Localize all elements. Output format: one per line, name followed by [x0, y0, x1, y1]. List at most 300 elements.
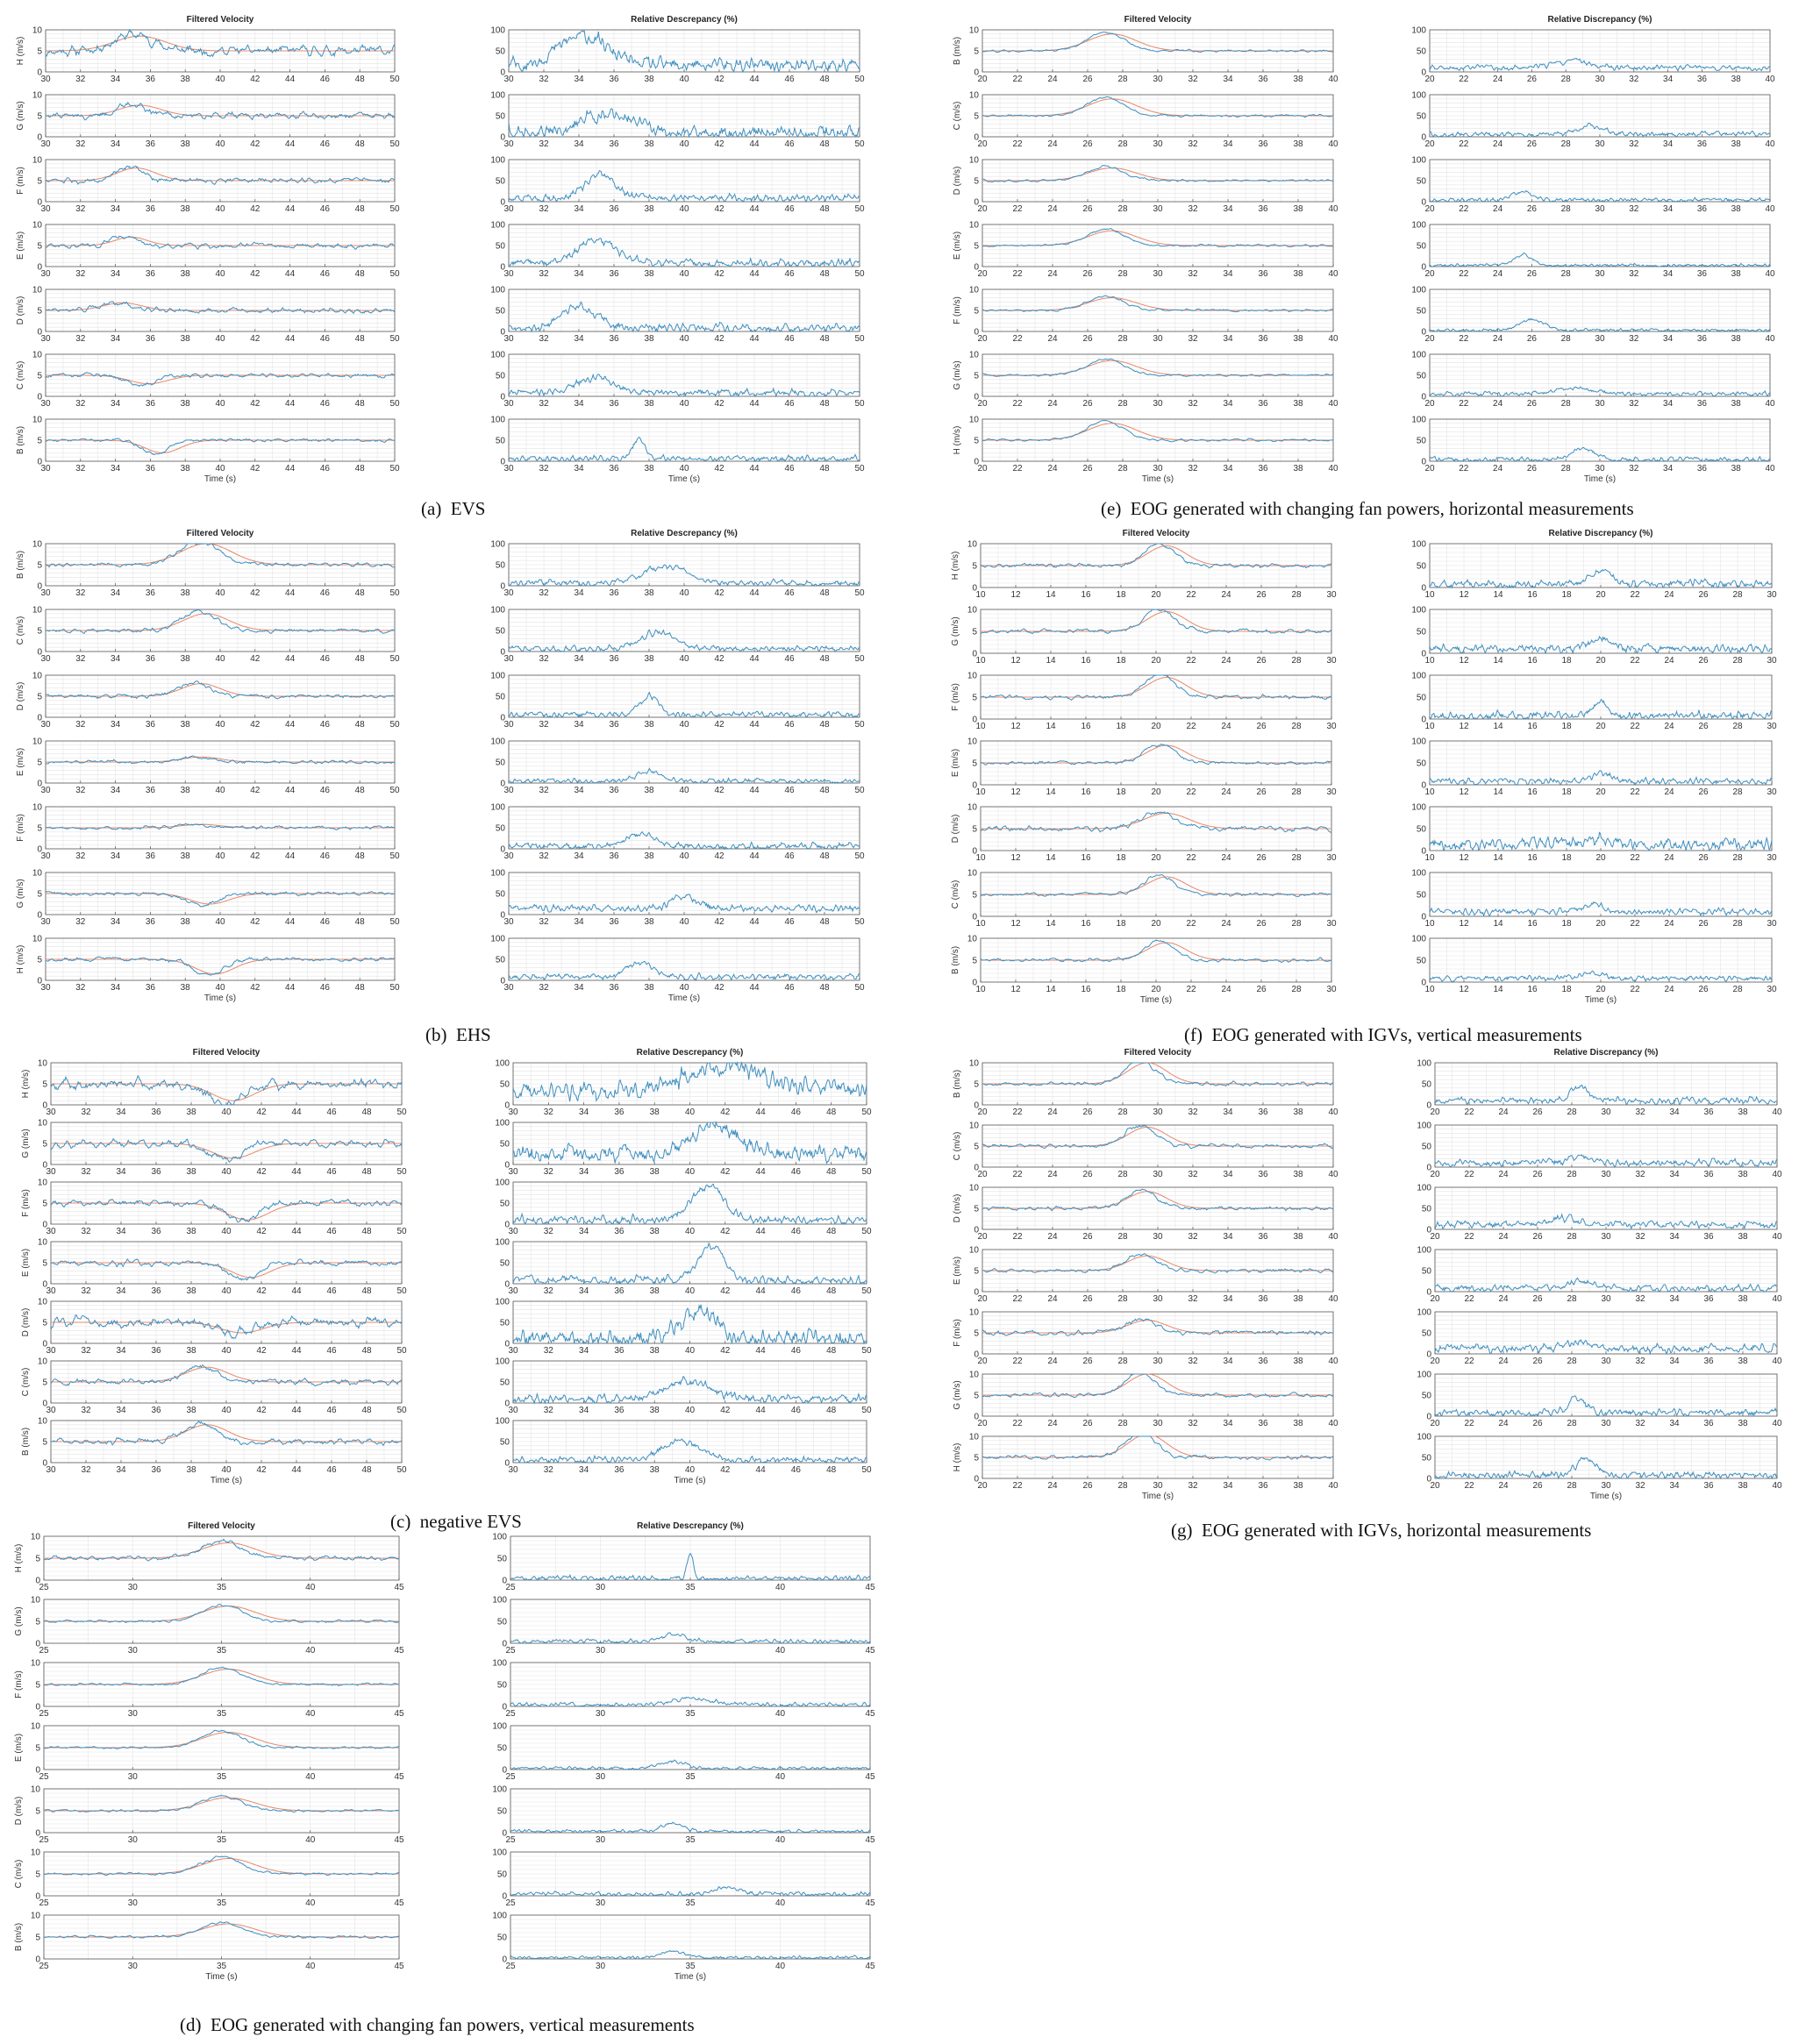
y-tick-label: 5 [37, 177, 42, 187]
x-tick-label: 44 [291, 1286, 302, 1296]
x-tick-label: 25 [39, 1898, 49, 1908]
x-axis-label: Time (s) [668, 474, 700, 484]
x-tick-label: 40 [679, 139, 689, 149]
x-tick-label: 18 [1116, 590, 1126, 600]
x-tick-label: 42 [714, 786, 724, 795]
x-tick-label: 32 [539, 654, 549, 664]
x-tick-label: 32 [75, 983, 86, 993]
y-tick-label: 10 [32, 672, 43, 681]
y-tick-label: 100 [492, 1659, 507, 1669]
x-tick-label: 25 [505, 1898, 516, 1908]
y-tick-label: 10 [31, 1659, 41, 1669]
x-tick-label: 32 [1629, 269, 1639, 279]
x-tick-label: 36 [151, 1406, 161, 1415]
x-tick-label: 38 [1731, 399, 1742, 409]
velocity-axes-C [16, 351, 400, 410]
x-tick-label: 38 [186, 1107, 196, 1117]
x-tick-label: 42 [714, 399, 724, 409]
x-tick-label: 46 [320, 334, 331, 344]
y-axis-label: F (m/s) [953, 296, 962, 324]
x-tick-label: 26 [1698, 787, 1709, 797]
x-tick-label: 10 [975, 722, 986, 731]
x-tick-label: 40 [1765, 204, 1775, 214]
x-tick-label: 30 [1595, 139, 1605, 149]
x-tick-label: 30 [503, 851, 514, 861]
x-tick-label: 34 [111, 588, 121, 598]
x-tick-label: 34 [574, 334, 584, 344]
x-tick-label: 44 [749, 75, 760, 84]
x-tick-label: 28 [1732, 919, 1743, 929]
x-tick-label: 44 [756, 1227, 767, 1236]
x-tick-label: 30 [503, 204, 514, 214]
discrepancy-axes-H [490, 26, 865, 85]
x-tick-label: 42 [720, 1107, 731, 1117]
x-tick-label: 38 [1293, 334, 1303, 344]
y-tick-label: 5 [972, 891, 977, 901]
x-tick-label: 36 [1697, 139, 1708, 149]
x-tick-label: 44 [756, 1167, 767, 1177]
velocity-axes-C [953, 1122, 1338, 1180]
x-tick-label: 10 [975, 656, 986, 666]
y-tick-label: 0 [504, 1399, 510, 1409]
x-tick-label: 40 [685, 1167, 696, 1177]
y-tick-label: 0 [37, 133, 42, 143]
x-tick-label: 32 [75, 139, 86, 149]
y-tick-label: 0 [37, 648, 42, 658]
x-tick-label: 34 [111, 75, 121, 84]
x-tick-label: 44 [749, 269, 760, 279]
x-tick-label: 28 [1561, 334, 1572, 344]
x-tick-label: 42 [714, 588, 724, 598]
x-tick-label: 46 [326, 1465, 337, 1475]
x-tick-label: 14 [1493, 656, 1503, 666]
x-tick-label: 46 [326, 1107, 337, 1117]
x-tick-label: 35 [685, 1898, 696, 1908]
x-tick-label: 32 [81, 1465, 91, 1475]
x-tick-label: 42 [714, 75, 724, 84]
x-tick-label: 36 [151, 1465, 161, 1475]
x-tick-label: 38 [186, 1406, 196, 1415]
velocity-axes-F [953, 286, 1338, 345]
x-tick-label: 40 [685, 1465, 696, 1475]
x-tick-label: 32 [539, 399, 549, 409]
y-tick-label: 10 [38, 1059, 48, 1069]
y-tick-label: 0 [500, 328, 505, 338]
y-tick-label: 0 [37, 68, 42, 78]
x-tick-label: 28 [1117, 139, 1128, 149]
x-tick-label: 32 [75, 269, 86, 279]
x-tick-label: 38 [1731, 75, 1742, 84]
x-tick-label: 18 [1561, 590, 1572, 600]
x-tick-label: 30 [1595, 399, 1605, 409]
x-tick-label: 22 [1186, 985, 1196, 994]
x-tick-label: 44 [749, 654, 760, 664]
y-tick-label: 10 [38, 1417, 48, 1427]
x-tick-label: 40 [775, 1835, 786, 1845]
y-tick-label: 0 [500, 911, 505, 921]
y-tick-label: 100 [495, 1238, 510, 1248]
velocity-axes-E [951, 737, 1337, 798]
x-tick-label: 36 [1258, 269, 1268, 279]
y-tick-label: 0 [1421, 263, 1426, 273]
x-tick-label: 16 [1081, 985, 1091, 994]
x-tick-label: 26 [1256, 590, 1267, 600]
x-tick-label: 30 [508, 1406, 518, 1415]
x-tick-label: 30 [1153, 75, 1163, 84]
x-tick-label: 32 [539, 464, 549, 474]
x-tick-label: 36 [151, 1227, 161, 1236]
x-tick-label: 30 [1767, 656, 1777, 666]
x-tick-label: 24 [1493, 399, 1503, 409]
x-tick-label: 30 [508, 1286, 518, 1296]
x-tick-label: 22 [1630, 590, 1640, 600]
x-tick-label: 30 [1595, 269, 1605, 279]
x-tick-label: 34 [1663, 75, 1674, 84]
x-tick-label: 42 [714, 654, 724, 664]
x-tick-label: 44 [749, 139, 760, 149]
x-tick-label: 26 [1082, 139, 1093, 149]
x-tick-label: 12 [1459, 985, 1469, 994]
y-axis-label: H (m/s) [953, 426, 962, 455]
y-tick-label: 50 [496, 242, 506, 252]
x-tick-label: 34 [579, 1406, 589, 1415]
x-axis-label: Time (s) [1585, 995, 1617, 1005]
x-tick-label: 44 [749, 464, 760, 474]
x-tick-label: 44 [756, 1406, 767, 1415]
x-tick-label: 45 [865, 1962, 875, 1971]
y-tick-label: 100 [1411, 737, 1426, 747]
x-tick-label: 12 [1010, 590, 1021, 600]
x-tick-label: 25 [505, 1709, 516, 1719]
x-tick-label: 36 [146, 786, 156, 795]
x-tick-label: 40 [221, 1346, 232, 1356]
x-tick-label: 20 [977, 1170, 988, 1179]
right-panel-title: Relative Discrepancy (%) [1549, 529, 1653, 538]
x-tick-label: 38 [181, 983, 191, 993]
x-tick-label: 20 [1424, 334, 1435, 344]
x-tick-label: 20 [1595, 919, 1606, 929]
y-tick-label: 50 [497, 1807, 508, 1817]
x-tick-label: 36 [1258, 204, 1268, 214]
x-tick-label: 38 [181, 204, 191, 214]
x-tick-label: 44 [749, 786, 760, 795]
y-axis-label: G (m/s) [951, 616, 960, 645]
x-tick-label: 38 [1731, 334, 1742, 344]
x-tick-label: 48 [355, 983, 366, 993]
y-tick-label: 10 [38, 1179, 48, 1188]
y-axis-label: F (m/s) [21, 1189, 31, 1217]
y-tick-label: 50 [496, 307, 506, 317]
x-tick-label: 32 [1629, 204, 1639, 214]
y-tick-label: 100 [490, 606, 505, 616]
x-tick-label: 46 [320, 851, 331, 861]
y-tick-label: 0 [35, 1892, 40, 1902]
discrepancy-axes-F [490, 156, 865, 215]
x-tick-label: 42 [256, 1167, 267, 1177]
x-tick-label: 35 [685, 1962, 696, 1971]
x-tick-label: 46 [784, 917, 795, 927]
x-tick-label: 24 [1493, 204, 1503, 214]
figure-c [21, 1048, 872, 1485]
x-tick-label: 36 [1703, 1107, 1714, 1117]
x-tick-label: 30 [503, 334, 514, 344]
y-tick-label: 0 [502, 1766, 507, 1776]
x-tick-label: 32 [544, 1406, 554, 1415]
y-tick-label: 5 [972, 562, 977, 572]
x-tick-label: 30 [503, 399, 514, 409]
x-tick-label: 16 [1081, 590, 1091, 600]
x-tick-label: 12 [1459, 656, 1469, 666]
y-tick-label: 5 [42, 1438, 47, 1448]
y-tick-label: 0 [504, 1340, 510, 1350]
y-tick-label: 100 [495, 1179, 510, 1188]
x-tick-label: 34 [111, 851, 121, 861]
x-tick-label: 24 [1664, 656, 1674, 666]
x-tick-label: 20 [1151, 985, 1161, 994]
x-tick-label: 50 [389, 983, 400, 993]
y-tick-label: 100 [492, 1912, 507, 1921]
x-axis-label: Time (s) [1140, 995, 1172, 1005]
x-tick-label: 22 [1012, 75, 1023, 84]
x-tick-label: 48 [361, 1346, 372, 1356]
y-tick-label: 100 [490, 803, 505, 813]
y-tick-label: 0 [500, 393, 505, 402]
x-tick-label: 40 [215, 334, 225, 344]
y-tick-label: 100 [490, 286, 505, 296]
x-tick-label: 22 [1012, 1107, 1023, 1117]
x-tick-label: 42 [256, 1107, 267, 1117]
x-tick-label: 30 [508, 1107, 518, 1117]
y-tick-label: 10 [38, 1357, 48, 1367]
y-tick-label: 10 [32, 156, 43, 166]
x-tick-label: 20 [977, 269, 988, 279]
x-tick-label: 32 [539, 851, 549, 861]
x-tick-label: 34 [1223, 1170, 1233, 1179]
x-tick-label: 18 [1116, 985, 1126, 994]
y-tick-label: 50 [1417, 177, 1427, 187]
y-axis-label: E (m/s) [16, 231, 25, 260]
x-tick-label: 48 [355, 399, 366, 409]
x-tick-label: 40 [775, 1583, 786, 1592]
x-tick-label: 40 [775, 1709, 786, 1719]
x-tick-label: 46 [791, 1167, 802, 1177]
x-tick-label: 40 [305, 1962, 316, 1971]
x-tick-label: 36 [609, 720, 619, 730]
x-tick-label: 26 [1698, 722, 1709, 731]
x-tick-label: 42 [720, 1227, 731, 1236]
x-tick-label: 30 [40, 464, 51, 474]
x-tick-label: 42 [250, 588, 261, 598]
x-tick-label: 32 [539, 75, 549, 84]
x-tick-label: 42 [720, 1465, 731, 1475]
y-tick-label: 5 [974, 112, 979, 122]
x-tick-label: 30 [46, 1406, 56, 1415]
x-tick-label: 46 [791, 1346, 802, 1356]
x-tick-label: 18 [1116, 787, 1126, 797]
y-tick-label: 0 [37, 780, 42, 789]
x-tick-label: 10 [1424, 656, 1435, 666]
x-tick-label: 30 [596, 1646, 606, 1656]
x-tick-label: 36 [609, 851, 619, 861]
x-tick-label: 40 [305, 1898, 316, 1908]
x-tick-label: 50 [389, 334, 400, 344]
discrepancy-axes-C [490, 351, 865, 410]
x-tick-label: 34 [574, 983, 584, 993]
velocity-axes-E [953, 221, 1338, 280]
x-axis-label: Time (s) [668, 994, 700, 1003]
y-tick-label: 0 [500, 648, 505, 658]
x-tick-label: 32 [1188, 334, 1198, 344]
y-tick-label: 0 [500, 977, 505, 986]
x-tick-label: 28 [1561, 464, 1572, 474]
x-tick-label: 14 [1046, 722, 1056, 731]
y-tick-label: 50 [500, 1140, 510, 1150]
x-tick-label: 50 [854, 786, 865, 795]
x-tick-label: 40 [221, 1107, 232, 1117]
x-tick-label: 32 [1629, 75, 1639, 84]
x-tick-label: 48 [819, 786, 830, 795]
x-tick-label: 25 [505, 1772, 516, 1782]
x-tick-label: 10 [1424, 985, 1435, 994]
x-tick-label: 42 [250, 139, 261, 149]
x-tick-label: 18 [1561, 853, 1572, 863]
x-tick-label: 30 [1767, 853, 1777, 863]
x-tick-label: 48 [819, 588, 830, 598]
x-tick-label: 36 [609, 588, 619, 598]
x-tick-label: 20 [1151, 656, 1161, 666]
x-tick-label: 24 [1498, 1107, 1509, 1117]
x-tick-label: 25 [39, 1962, 49, 1971]
x-tick-label: 40 [221, 1465, 232, 1475]
x-tick-label: 34 [579, 1167, 589, 1177]
x-tick-label: 32 [1188, 139, 1198, 149]
x-tick-label: 24 [1221, 853, 1231, 863]
x-tick-label: 20 [1430, 1107, 1440, 1117]
discrepancy-axes-D [495, 1298, 872, 1357]
y-axis-label: D (m/s) [16, 296, 25, 325]
x-tick-label: 44 [749, 334, 760, 344]
y-tick-label: 0 [1421, 584, 1426, 594]
x-tick-label: 32 [1629, 464, 1639, 474]
velocity-axes-H [16, 26, 400, 85]
y-tick-label: 0 [972, 781, 977, 791]
figure-g [953, 1048, 1782, 1501]
x-tick-label: 22 [1012, 204, 1023, 214]
x-tick-label: 26 [1527, 204, 1538, 214]
y-tick-label: 0 [1421, 847, 1426, 857]
x-tick-label: 28 [1117, 399, 1128, 409]
x-tick-label: 40 [1772, 1107, 1782, 1117]
x-axis-label: Time (s) [211, 1476, 242, 1485]
x-tick-label: 34 [579, 1286, 589, 1296]
y-tick-label: 0 [502, 1892, 507, 1902]
x-tick-label: 38 [181, 654, 191, 664]
x-tick-label: 32 [544, 1465, 554, 1475]
y-tick-label: 50 [1417, 112, 1427, 122]
x-tick-label: 50 [861, 1107, 872, 1117]
x-tick-label: 48 [355, 75, 366, 84]
x-tick-label: 30 [596, 1962, 606, 1971]
y-tick-label: 50 [1417, 437, 1427, 446]
x-tick-label: 50 [854, 654, 865, 664]
y-tick-label: 5 [974, 437, 979, 446]
discrepancy-axes-B [1411, 26, 1775, 85]
x-tick-label: 48 [819, 75, 830, 84]
x-tick-label: 35 [217, 1835, 227, 1845]
y-tick-label: 10 [967, 737, 978, 747]
y-tick-label: 5 [972, 957, 977, 966]
y-tick-label: 0 [35, 1955, 40, 1965]
x-tick-label: 20 [1424, 464, 1435, 474]
x-tick-label: 38 [181, 786, 191, 795]
x-tick-label: 42 [250, 654, 261, 664]
x-tick-label: 34 [574, 654, 584, 664]
y-tick-label: 0 [37, 845, 42, 855]
x-tick-label: 28 [1117, 1170, 1128, 1179]
x-tick-label: 36 [1258, 75, 1268, 84]
x-tick-label: 30 [1767, 919, 1777, 929]
y-tick-label: 10 [967, 672, 978, 681]
x-tick-label: 38 [644, 464, 654, 474]
x-tick-label: 35 [217, 1583, 227, 1592]
x-tick-label: 50 [854, 75, 865, 84]
x-tick-label: 34 [1223, 139, 1233, 149]
y-tick-label: 0 [1421, 133, 1426, 143]
figure-b [16, 529, 865, 1003]
x-tick-label: 44 [285, 139, 296, 149]
x-tick-label: 14 [1493, 590, 1503, 600]
x-tick-label: 20 [977, 139, 988, 149]
x-tick-label: 32 [81, 1286, 91, 1296]
velocity-axes-H [14, 1533, 404, 1593]
x-tick-label: 50 [389, 786, 400, 795]
x-tick-label: 26 [1082, 334, 1093, 344]
x-tick-label: 36 [609, 204, 619, 214]
y-tick-label: 10 [38, 1238, 48, 1248]
y-tick-label: 0 [974, 133, 979, 143]
y-tick-label: 0 [1421, 913, 1426, 922]
right-panel-title: Relative Descrepancy (%) [631, 15, 738, 25]
y-tick-label: 10 [967, 935, 978, 944]
x-tick-label: 34 [111, 399, 121, 409]
y-tick-label: 0 [1421, 458, 1426, 467]
x-tick-label: 40 [1328, 269, 1338, 279]
y-tick-label: 10 [32, 221, 43, 231]
x-tick-label: 45 [865, 1898, 875, 1908]
y-tick-label: 0 [972, 716, 977, 725]
discrepancy-axes-C [490, 606, 865, 665]
x-tick-label: 40 [775, 1646, 786, 1656]
discrepancy-axes-H [1411, 540, 1777, 601]
y-tick-label: 100 [1411, 286, 1426, 296]
x-tick-label: 38 [644, 654, 654, 664]
y-tick-label: 0 [500, 780, 505, 789]
x-tick-label: 14 [1046, 787, 1056, 797]
y-tick-label: 10 [32, 351, 43, 360]
x-tick-label: 30 [46, 1286, 56, 1296]
x-tick-label: 40 [679, 654, 689, 664]
discrepancy-axes-B [492, 1912, 875, 1983]
y-tick-label: 10 [967, 606, 978, 616]
x-axis-label: Time (s) [675, 1972, 706, 1982]
x-tick-label: 40 [775, 1772, 786, 1782]
y-tick-label: 5 [35, 1934, 40, 1943]
velocity-axes-C [14, 1848, 404, 1909]
x-tick-label: 48 [819, 851, 830, 861]
velocity-axes-G [16, 91, 400, 150]
x-tick-label: 30 [503, 75, 514, 84]
x-tick-label: 34 [1223, 399, 1233, 409]
